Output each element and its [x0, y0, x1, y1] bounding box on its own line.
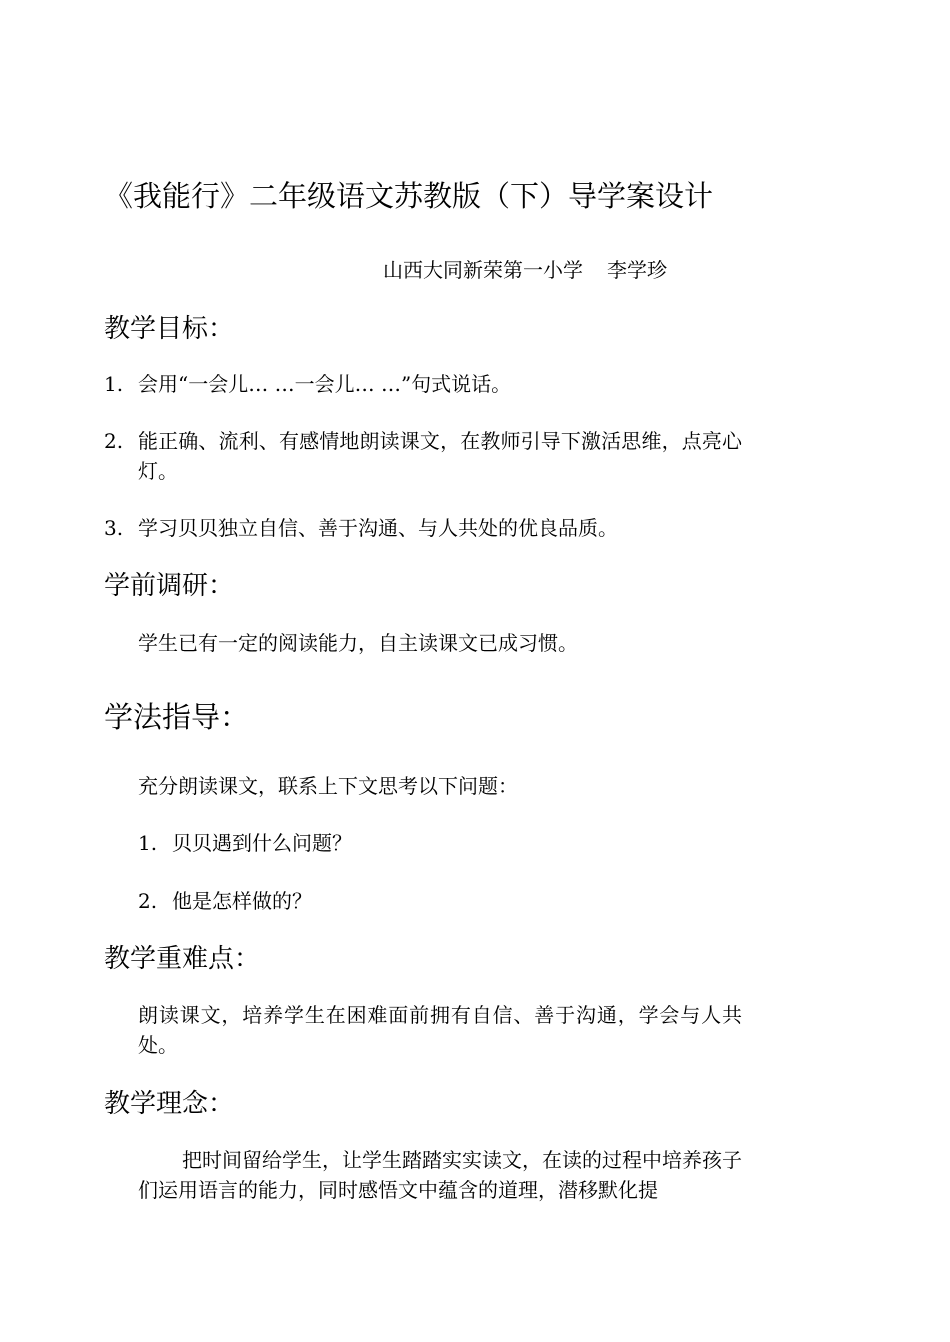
method-intro: 充分朗读课文，联系上下文思考以下问题： [138, 774, 518, 798]
document-title: 《我能行》二年级语文苏教版（下）导学案设计 [104, 179, 714, 213]
author-line [383, 255, 667, 285]
section-heading-goals: 教学目标： [104, 314, 235, 344]
goal-item: 学习贝贝独立自信、善于沟通、与人共处的优良品质。 [138, 516, 618, 540]
goal-item: 能正确、流利、有感情地朗读课文，在教师引导下激活思维，点亮心灯。 [138, 429, 742, 483]
question-number: 1. [138, 831, 158, 855]
goal-number: 3. [104, 516, 124, 540]
section-heading-method: 学法指导： [104, 700, 250, 734]
question-number: 2. [138, 889, 158, 913]
goal-number: 1. [104, 372, 124, 396]
question-item: 他是怎样做的？ [172, 889, 312, 913]
philosophy-text: 把时间留给学生，让学生踏踏实实读文，在读的过程中培养孩子们运用语言的能力，同时感悟文中蕴含的道理，潜移默化提 [138, 1148, 742, 1202]
goal-number: 2. [104, 429, 124, 453]
keypoints-text: 朗读课文，培养学生在困难面前拥有自信、善于沟通，学会与人共处。 [138, 1003, 742, 1057]
question-item: 贝贝遇到什么问题？ [172, 831, 352, 855]
author-name: 李学珍 [607, 258, 667, 282]
author-school: 山西大同新荣第一小学 [383, 258, 583, 282]
section-heading-philosophy: 教学理念： [104, 1089, 235, 1119]
research-text: 学生已有一定的阅读能力，自主读课文已成习惯。 [138, 631, 578, 655]
goal-item: 会用“一会儿… …一会儿… …”句式说话。 [138, 372, 512, 396]
section-heading-research: 学前调研： [104, 571, 235, 601]
section-heading-keypoints: 教学重难点： [104, 944, 261, 974]
